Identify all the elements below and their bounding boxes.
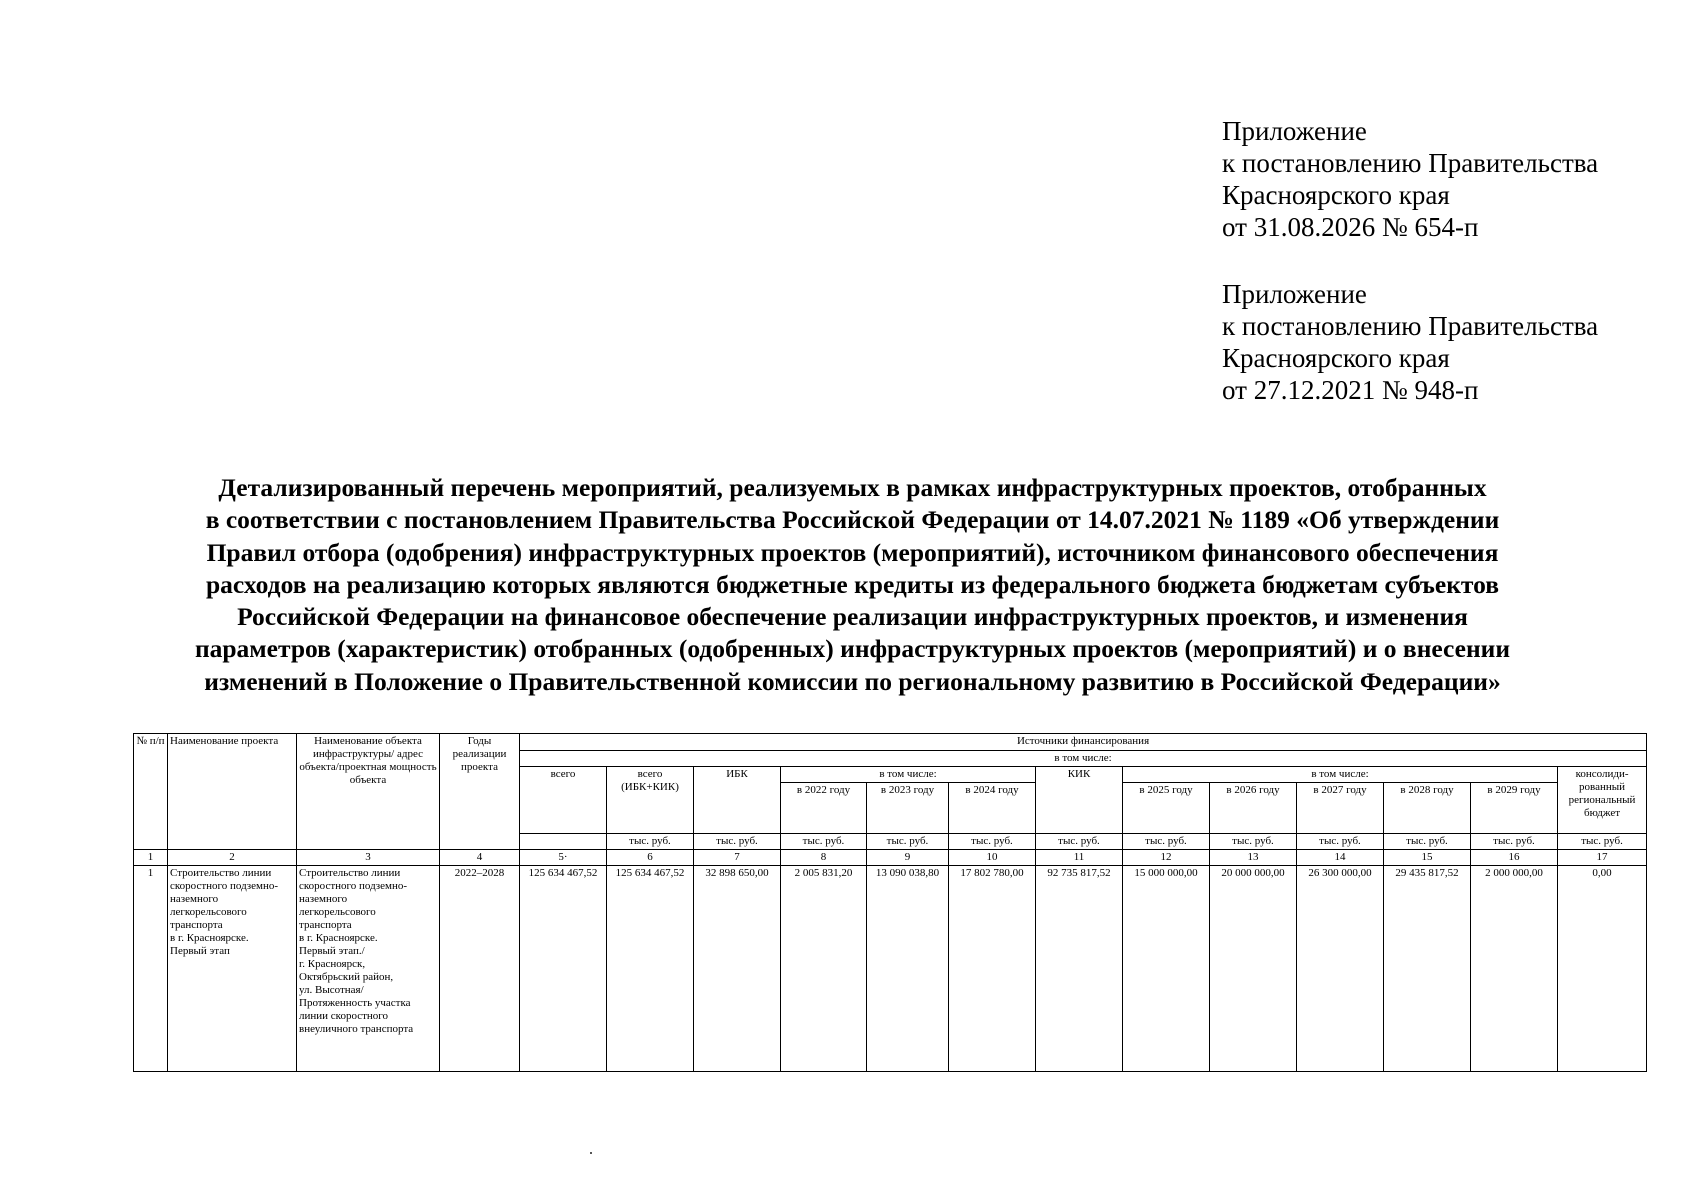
unit-label: тыс. руб.	[1036, 834, 1123, 850]
project-name-line: наземного	[170, 893, 219, 905]
project-name-line: в г. Красноярске.	[170, 932, 249, 944]
title-line: расходов на реализацию которых являются бюджетные кредиты из федерального бюджета бюджетам субъектов	[205, 569, 1500, 599]
header-num: № п/п	[134, 734, 168, 850]
row-years: 2022–2028	[440, 866, 520, 1072]
project-name-line: Первый этап	[170, 945, 230, 957]
financing-table	[133, 733, 1647, 1072]
row-num: 1	[134, 866, 168, 1072]
column-number: 7	[694, 850, 781, 866]
annex-line: Приложение	[1222, 279, 1367, 309]
column-number: 15	[1384, 850, 1471, 866]
unit-label: тыс. руб.	[1471, 834, 1558, 850]
column-number: 9	[867, 850, 949, 866]
column-number: 6	[607, 850, 694, 866]
column-number: 11	[1036, 850, 1123, 866]
column-number-row	[134, 850, 1647, 866]
object-name-line: в г. Красноярске.	[299, 932, 378, 944]
column-number: 3	[297, 850, 440, 866]
column-number: 1	[134, 850, 168, 866]
object-name-line: ул. Высотная/	[299, 984, 364, 996]
header-y2022: в 2022 году	[781, 783, 867, 834]
header-regional: консолиди-рованный региональный бюджет	[1558, 767, 1647, 834]
unit-label: тыс. руб.	[781, 834, 867, 850]
object-name-line: г. Красноярск,	[299, 958, 366, 970]
row-object-name	[297, 866, 440, 1072]
title-line: параметров (характеристик) отобранных (одобренных) инфраструктурных проектов (мероприятий) и о внесении	[194, 634, 1511, 664]
header-kik: КИК	[1036, 767, 1123, 834]
header-y2029: в 2029 году	[1471, 783, 1558, 834]
title-line: Правил отбора (одобрения) инфраструктурных проектов (мероприятий), источником финансового обеспечения	[206, 537, 1499, 567]
row-y2028: 29 435 817,52	[1384, 866, 1471, 1072]
object-name-line: линии скоростного	[299, 1010, 389, 1022]
unit-label	[520, 834, 607, 850]
title-line: Детализированный перечень мероприятий, реализуемых в рамках инфраструктурных проектов, отобранных	[218, 473, 1487, 502]
object-name-line: Первый этап./	[299, 945, 365, 957]
object-name-line: легкорельсового	[299, 906, 376, 918]
header-project: Наименование проекта	[168, 734, 297, 850]
header-y2028: в 2028 году	[1384, 783, 1471, 834]
header-including-ibk: в том числе:	[781, 767, 1036, 783]
row-total: 125 634 467,52	[520, 866, 607, 1072]
column-number: 5·	[520, 850, 607, 866]
unit-label: тыс. руб.	[1384, 834, 1471, 850]
project-name-line: скоростного подземно-	[170, 880, 279, 892]
row-kik: 92 735 817,52	[1036, 866, 1123, 1072]
row-y2023: 13 090 038,80	[867, 866, 949, 1072]
annex-current	[1222, 115, 1598, 243]
object-name-line: транспорта	[299, 919, 352, 931]
header-years: Годы реализации проекта	[440, 734, 520, 850]
annex-previous	[1222, 278, 1598, 406]
column-number: 4	[440, 850, 520, 866]
column-number: 13	[1210, 850, 1297, 866]
header-including: в том числе:	[520, 751, 1647, 767]
row-project-name	[168, 866, 297, 1072]
header-y2023: в 2023 году	[867, 783, 949, 834]
row-regional: 0,00	[1558, 866, 1647, 1072]
row-y2026: 20 000 000,00	[1210, 866, 1297, 1072]
row-y2025: 15 000 000,00	[1123, 866, 1210, 1072]
scan-speck	[590, 1152, 592, 1154]
object-name-line: Октябрьский район,	[299, 971, 394, 983]
header-y2026: в 2026 году	[1210, 783, 1297, 834]
header-object: Наименование объекта инфраструктуры/ адрес объекта/проектная мощность объекта	[297, 734, 440, 850]
row-ibk: 32 898 650,00	[694, 866, 781, 1072]
annex-line: Приложение	[1222, 116, 1367, 146]
object-name-line: наземного	[299, 893, 348, 905]
annex-line: от 31.08.2026 № 654-п	[1222, 212, 1479, 242]
column-number: 2	[168, 850, 297, 866]
column-number: 8	[781, 850, 867, 866]
object-name-line: внеуличного транспорта	[299, 1023, 414, 1035]
annex-line: Красноярского края	[1222, 343, 1450, 373]
unit-label: тыс. руб.	[1210, 834, 1297, 850]
row-y2024: 17 802 780,00	[949, 866, 1036, 1072]
unit-label: тыс. руб.	[1123, 834, 1210, 850]
header-sources: Источники финансирования	[520, 734, 1647, 751]
header-y2027: в 2027 году	[1297, 783, 1384, 834]
header-total-ibk-kik: всего (ИБК+КИК)	[607, 767, 694, 834]
unit-label: тыс. руб.	[949, 834, 1036, 850]
row-total-ibk-kik: 125 634 467,52	[607, 866, 694, 1072]
header-ibk: ИБК	[694, 767, 781, 834]
column-number: 16	[1471, 850, 1558, 866]
column-number: 17	[1558, 850, 1647, 866]
column-number: 10	[949, 850, 1036, 866]
project-name-line: легкорельсового	[170, 906, 247, 918]
annex-line: от 27.12.2021 № 948-п	[1222, 375, 1479, 405]
unit-label: тыс. руб.	[867, 834, 949, 850]
object-name-line: Строительство линии	[299, 867, 401, 879]
unit-label: тыс. руб.	[1558, 834, 1647, 850]
header-y2024: в 2024 году	[949, 783, 1036, 834]
project-name-line: транспорта	[170, 919, 223, 931]
header-y2025: в 2025 году	[1123, 783, 1210, 834]
document-title	[130, 472, 1575, 698]
table-row	[134, 866, 1647, 1072]
header-total: всего	[520, 767, 607, 834]
column-number: 12	[1123, 850, 1210, 866]
annex-line: к постановлению Правительства	[1222, 148, 1599, 178]
unit-label: тыс. руб.	[694, 834, 781, 850]
unit-label: тыс. руб.	[607, 834, 694, 850]
row-y2022: 2 005 831,20	[781, 866, 867, 1072]
row-y2027: 26 300 000,00	[1297, 866, 1384, 1072]
title-line: изменений в Положение о Правительственной комиссии по региональному развитию в Российской Федерации»	[204, 666, 1501, 696]
object-name-line: скоростного подземно-	[299, 880, 408, 892]
header-row-1	[134, 734, 1647, 751]
column-number: 14	[1297, 850, 1384, 866]
object-name-line: Протяженность участка	[299, 997, 411, 1009]
project-name-line: Строительство линии	[170, 867, 272, 879]
title-line: Российской Федерации на финансовое обеспечение реализации инфраструктурных проектов, и изменения	[237, 602, 1468, 632]
row-y2029: 2 000 000,00	[1471, 866, 1558, 1072]
header-including-kik: в том числе:	[1123, 767, 1558, 783]
title-line: в соответствии с постановлением Правительства Российской Федерации от 14.07.2021 № 1189 «Об утверждении	[205, 505, 1500, 535]
annex-line: Красноярского края	[1222, 180, 1450, 210]
unit-label: тыс. руб.	[1297, 834, 1384, 850]
annex-line: к постановлению Правительства	[1222, 311, 1599, 341]
